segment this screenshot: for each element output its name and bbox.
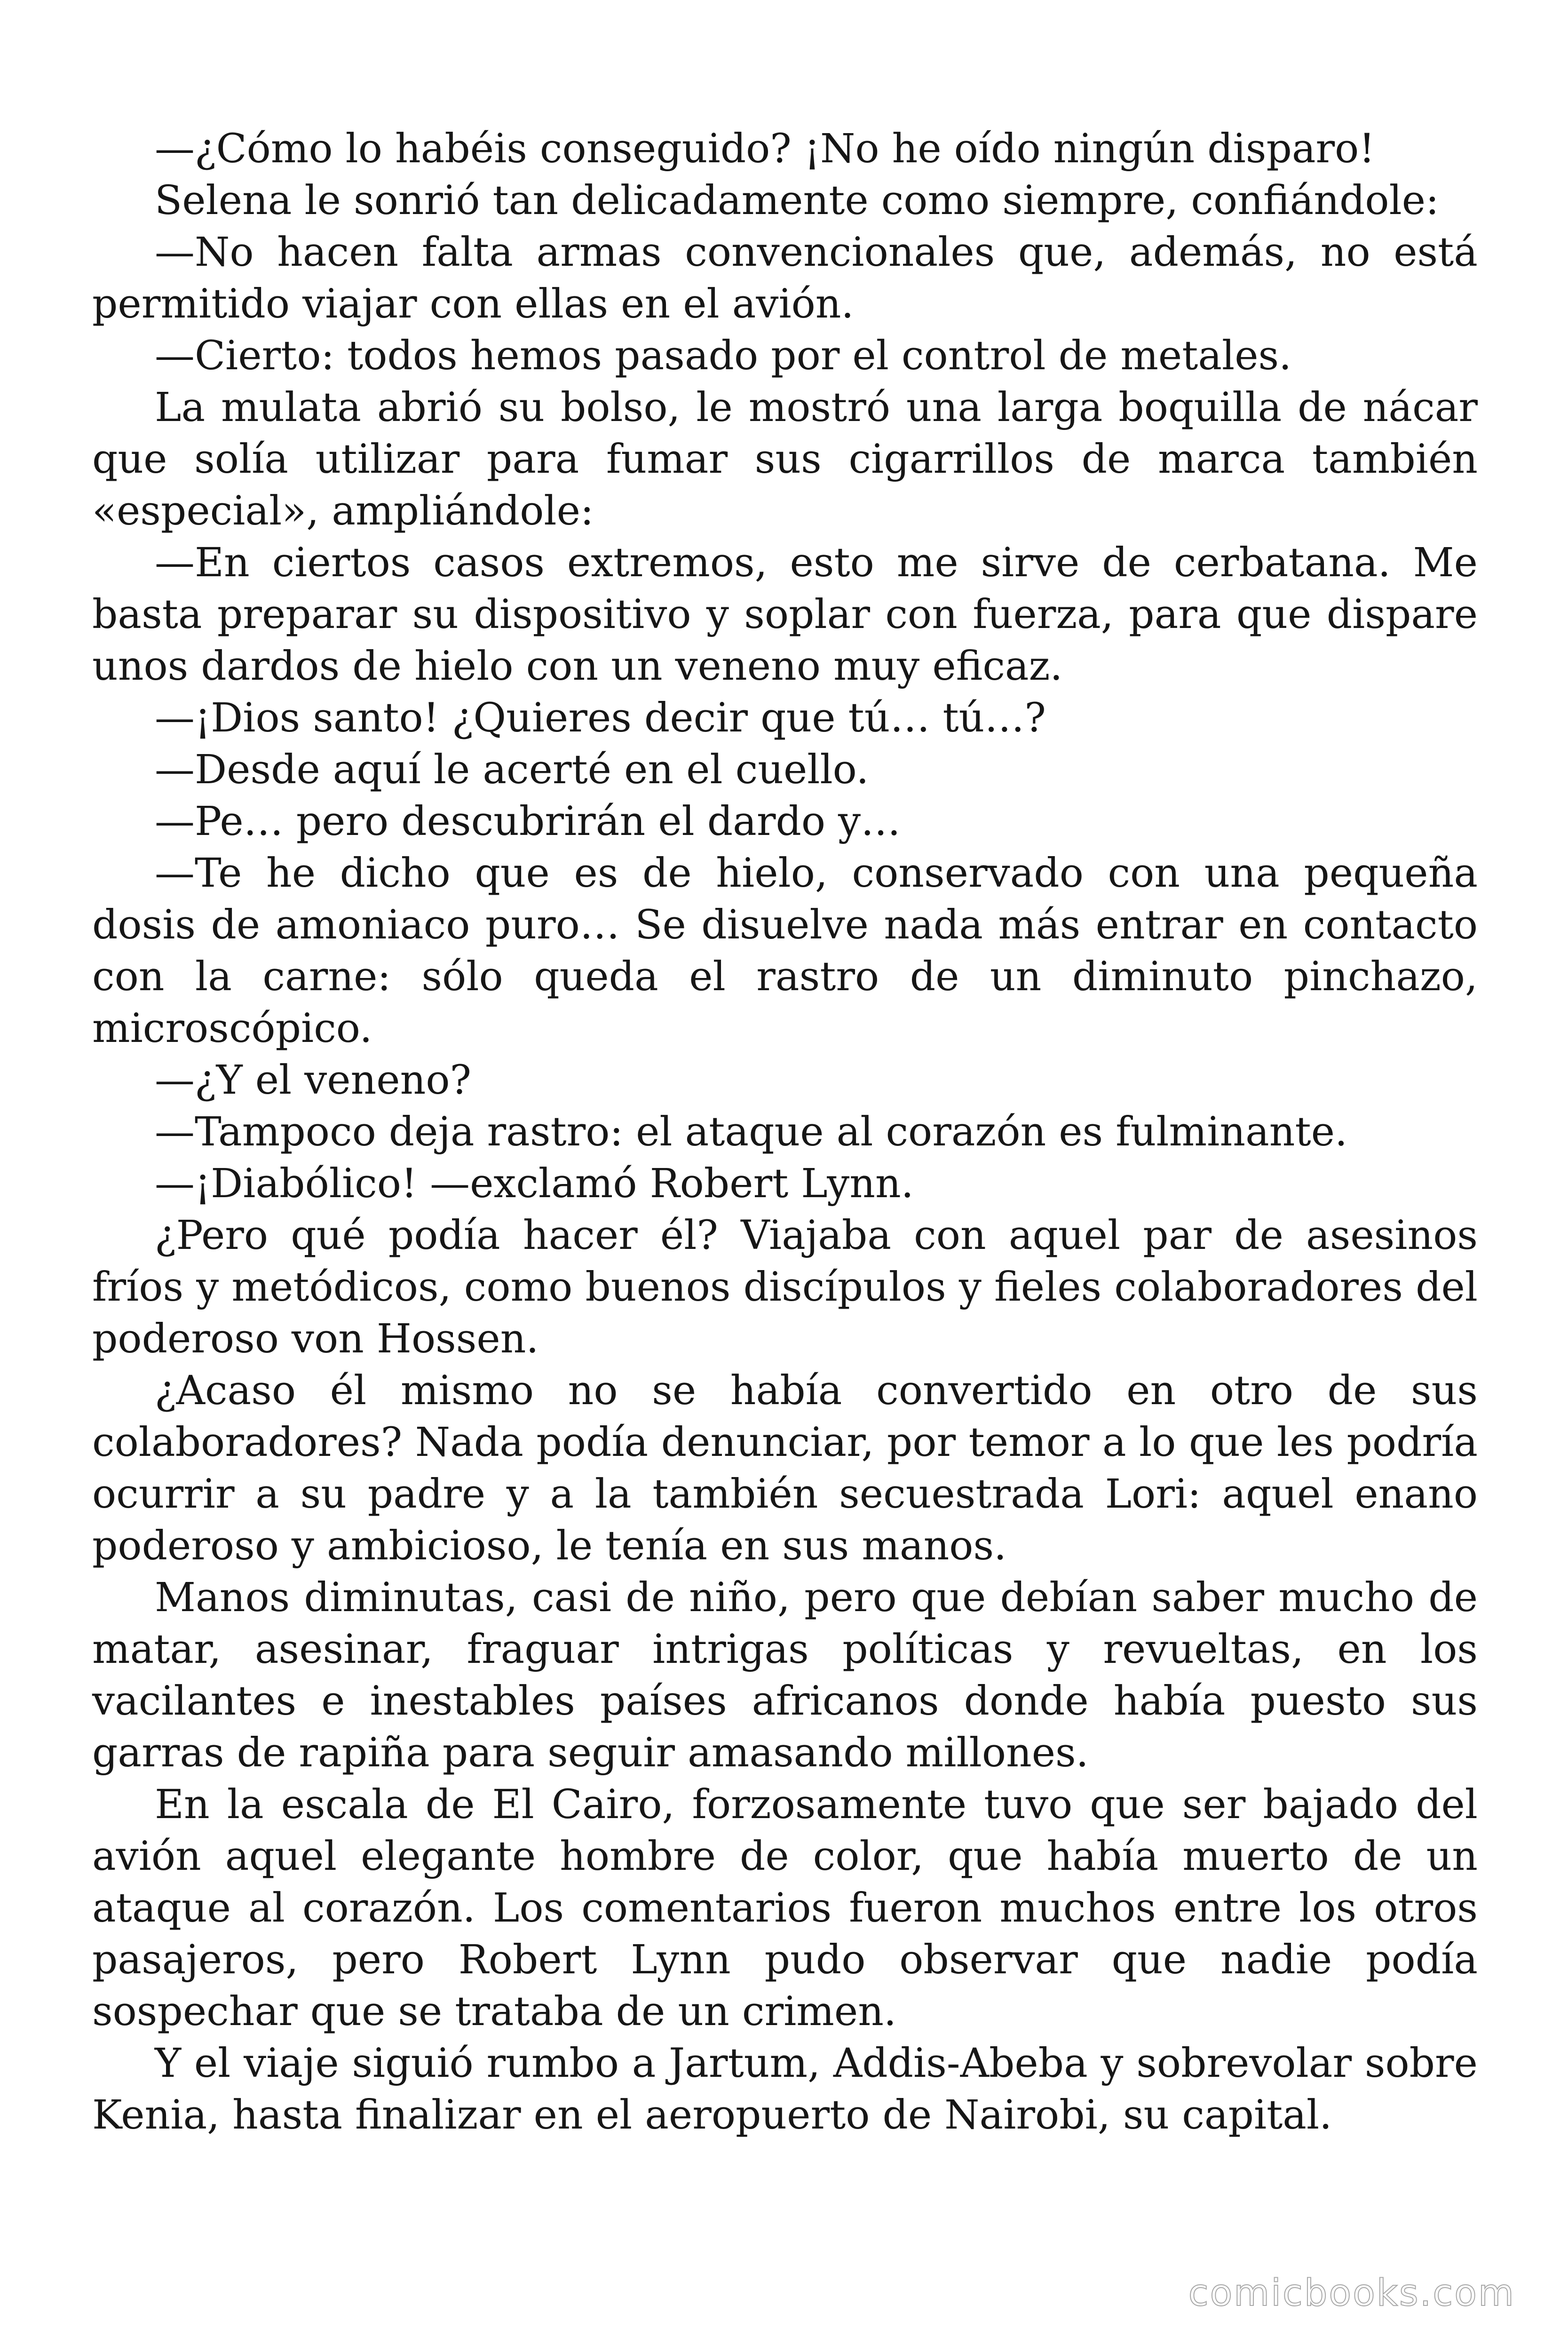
paragraph-4: —Cierto: todos hemos pasado por el control de metales.: [155, 333, 1292, 379]
page-body: [92, 123, 1478, 2141]
paragraph-17: En la escala de El Cairo, forzosamente tuvo que ser bajado del avión aquel elegante hombre de color, que había muerto de un ataque al corazón. Los comentarios fueron muchos entre los otros pasajeros, pero Robert Lynn pudo observar que nadie podía sospechar que se trataba de un crimen.: [92, 1781, 1478, 2035]
watermark-text: comicbooks.com: [1188, 2272, 1515, 2314]
paragraph-11: —¿Y el veneno?: [155, 1057, 472, 1104]
paragraph-7: —¡Dios santo! ¿Quieres decir que tú… tú…?: [155, 695, 1046, 741]
paragraph-2: Selena le sonrió tan delicadamente como siempre, confiándole:: [155, 177, 1439, 224]
paragraph-18: Y el viaje siguió rumbo a Jartum, Addis-Abeba y sobrevolar sobre Kenia, hasta finalizar en el aeropuerto de Nairobi, su capital.: [92, 2040, 1478, 2138]
paragraph-12: —Tampoco deja rastro: el ataque al corazón es fulminante.: [155, 1109, 1348, 1155]
paragraph-8: —Desde aquí le acerté en el cuello.: [155, 747, 869, 793]
paragraph-14: ¿Pero qué podía hacer él? Viajaba con aquel par de asesinos fríos y metódicos, como buenos discípulos y fieles colaboradores del poderoso von Hossen.: [92, 1212, 1478, 1362]
paragraph-3: —No hacen falta armas convencionales que, además, no está permitido viajar con ellas en el avión.: [92, 229, 1478, 327]
paragraph-15: ¿Acaso él mismo no se había convertido en otro de sus colaboradores? Nada podía denunciar, por temor a lo que les podría ocurrir a su padre y a la también secuestrada Lori: aquel enano poderoso y ambicioso, le tenía en sus manos.: [92, 1367, 1478, 1569]
paragraph-1: —¿Cómo lo habéis conseguido? ¡No he oído ningún disparo!: [155, 126, 1375, 172]
paragraph-6: —En ciertos casos extremos, esto me sirve de cerbatana. Me basta preparar su dispositivo y soplar con fuerza, para que dispare unos dardos de hielo con un veneno muy eficaz.: [92, 540, 1478, 690]
paragraph-5: La mulata abrió su bolso, le mostró una larga boquilla de nácar que solía utilizar para fumar sus cigarrillos de marca también «especial», ampliándole:: [92, 384, 1478, 534]
paragraph-13: —¡Diabólico! —exclamó Robert Lynn.: [155, 1160, 914, 1207]
paragraph-9: —Pe… pero descubrirán el dardo y…: [155, 798, 901, 845]
paragraph-16: Manos diminutas, casi de niño, pero que debían saber mucho de matar, asesinar, fraguar intrigas políticas y revueltas, en los vacilantes e inestables países africanos donde había puesto sus garras de rapiña para seguir amasando millones.: [92, 1574, 1478, 1776]
paragraph-10: —Te he dicho que es de hielo, conservado con una pequeña dosis de amoniaco puro… Se disuelve nada más entrar en contacto con la carne: sólo queda el rastro de un diminuto pinchazo, microscópico.: [92, 850, 1478, 1052]
